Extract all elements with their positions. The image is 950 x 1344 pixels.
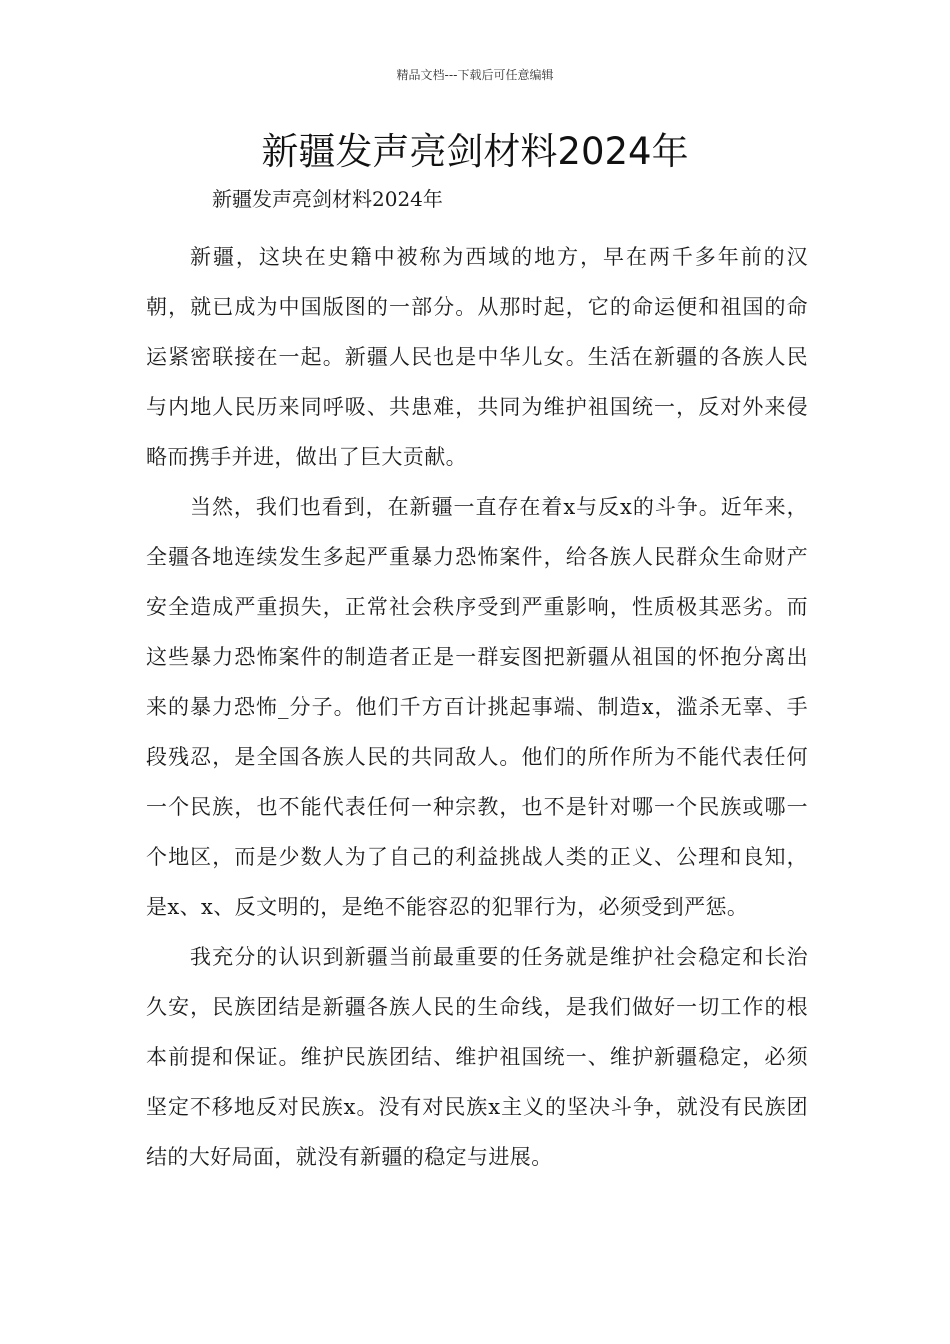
- header-note: 精品文档---下载后可任意编辑: [396, 68, 554, 82]
- paragraph-1: 新疆，这块在史籍中被称为西域的地方，早在两千多年前的汉朝，就已成为中国版图的一部分。从那时起，它的命运便和祖国的命运紧密联接在一起。新疆人民也是中华儿女。生活在新疆的各族人民与内地人民历来同呼吸、共患难，共同为维护祖国统一，反对外来侵略而携手并进，做出了巨大贡献。: [146, 245, 808, 469]
- paragraph-2: 当然，我们也看到，在新疆一直存在着x与反x的斗争。近年来，全疆各地连续发生多起严重暴力恐怖案件，给各族人民群众生命财产安全造成严重损失，正常社会秩序受到严重影响，性质极其恶劣。而这些暴力恐怖案件的制造者正是一群妄图把新疆从祖国的怀抱分离出来的暴力恐怖_分子。他们千方百计挑起事端、制造x，滥杀无辜、手段残忍，是全国各族人民的共同敌人。他们的所作所为不能代表任何一个民族，也不能代表任何一种宗教，也不是针对哪一个民族或哪一个地区，而是少数人为了自己的利益挑战人类的正义、公理和良知，是x、x、反文明的，是绝不能容忍的犯罪行为，必须受到严惩。: [146, 495, 808, 919]
- document-title: 新疆发声亮剑材料2024年: [261, 130, 689, 173]
- document-subtitle: 新疆发声亮剑材料2024年: [212, 187, 443, 211]
- document-body: [146, 232, 808, 1182]
- paragraph-3: 我充分的认识到新疆当前最重要的任务就是维护社会稳定和长治久安，民族团结是新疆各族人民的生命线，是我们做好一切工作的根本前提和保证。维护民族团结、维护祖国统一、维护新疆稳定，必须坚定不移地反对民族x。没有对民族x主义的坚决斗争，就没有民族团结的大好局面，就没有新疆的稳定与进展。: [146, 945, 808, 1169]
